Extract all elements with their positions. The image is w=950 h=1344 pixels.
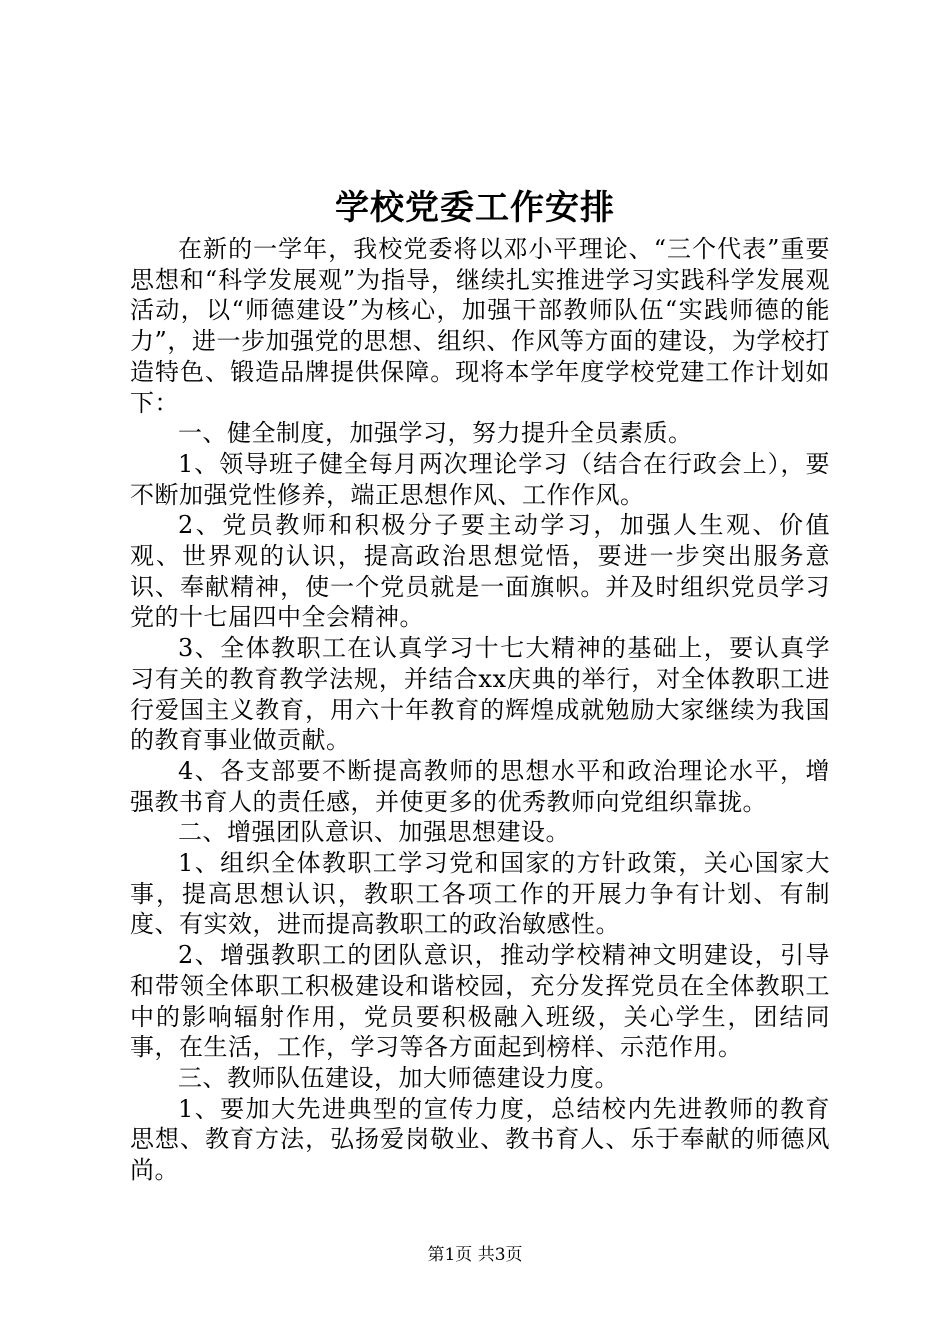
section-heading-3: 三、教师队伍建设，加大师德建设力度。 [178,1063,619,1092]
paragraph-3-1: 1、要加大先进典型的宣传力度，总结校内先进教师的教育思想、教育方法，弘扬爱岗敬业、教书育人、乐于奉献的师德风尚。 [130,1094,830,1185]
section-heading-2: 二、增强团队意识、加强思想建设。 [178,818,570,847]
document-title: 学校党委工作安排 [335,188,615,228]
paragraph-2-2: 2、增强教职工的团队意识，推动学校精神文明建设，引导和带领全体职工积极建设和谐校园，充分发挥党员在全体教职工中的影响辐射作用，党员要积极融入班级，关心学生，团结同事，在生活，工作，学习等各方面起到榜样、示范作用。 [130,941,830,1062]
paragraph-1-4: 4、各支部要不断提高教师的思想水平和政治理论水平，增强教书育人的责任感，并使更多的优秀教师向党组织靠拢。 [130,756,830,816]
paragraph-2-1: 1、组织全体教职工学习党和国家的方针政策，关心国家大事，提高思想认识，教职工各项工作的开展力争有计划、有制度、有实效，进而提高教职工的政治敏感性。 [130,849,830,939]
page-number-footer: 第1页 共3页 [427,1245,523,1265]
paragraph-1-1: 1、领导班子健全每月两次理论学习（结合在行政会上），要不断加强党性修养，端正思想作风、工作作风。 [130,449,830,509]
document-body [130,234,830,1186]
paragraph-1-3: 3、全体教职工在认真学习十七大精神的基础上，要认真学习有关的教育教学法规，并结合xx庆典的举行，对全体教职工进行爱国主义教育，用六十年教育的辉煌成就勉励大家继续为我国的教育事业做贡献。 [130,634,830,755]
section-heading-1: 一、健全制度，加强学习，努力提升全员素质。 [178,419,693,448]
paragraph-1-2: 2、党员教师和积极分子要主动学习，加强人生观、价值观、世界观的认识，提高政治思想觉悟，要进一步突出服务意识、奉献精神，使一个党员就是一面旗帜。并及时组织党员学习党的十七届四中全会精神。 [130,511,830,632]
paragraph-intro: 在新的一学年，我校党委将以邓小平理论、“三个代表”重要思想和“科学发展观”为指导，继续扎实推进学习实践科学发展观活动，以“师德建设”为核心，加强干部教师队伍“实践师德的能力”，进一步加强党的思想、组织、作风等方面的建设，为学校打造特色、锻造品牌提供保障。现将本学年度学校党建工作计划如下： [130,235,830,417]
